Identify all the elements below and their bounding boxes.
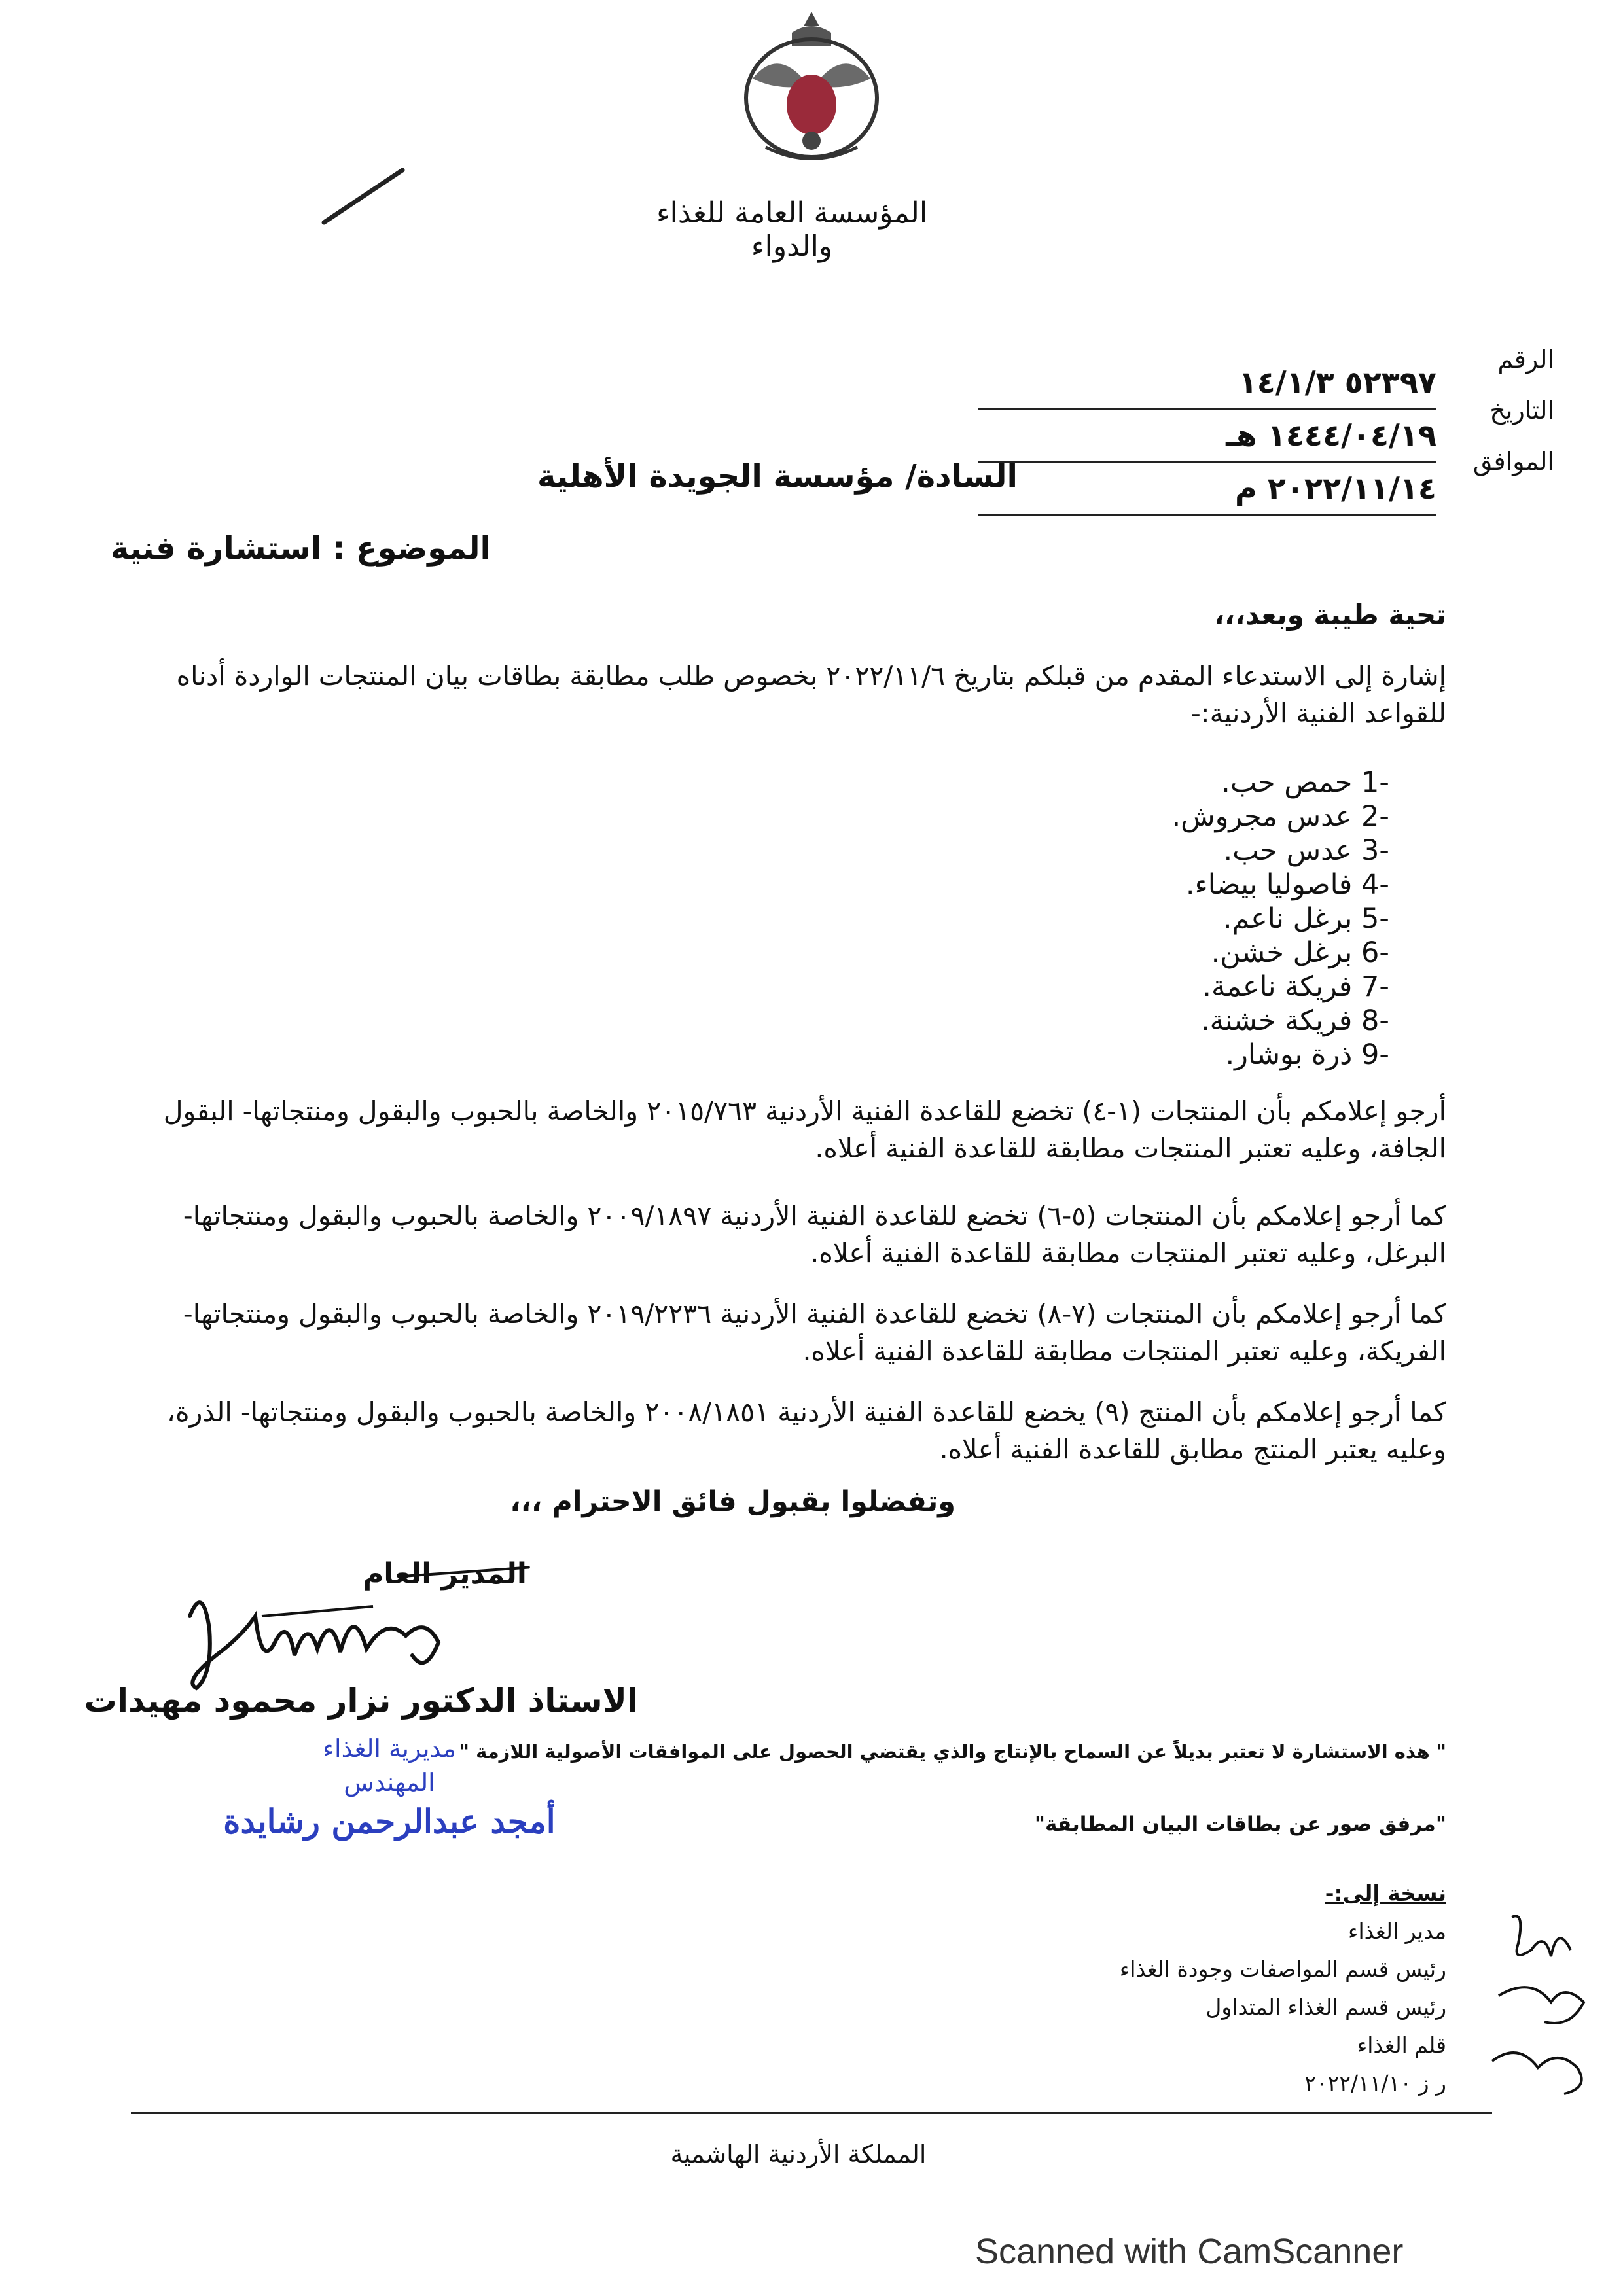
- paragraph-products-5-6: كما أرجو إعلامكم بأن المنتجات (٥-٦) تخضع للقاعدة الفنية الأردنية ٢٠٠٩/١٨٩٧ والخاصة بالحبوب والبقول ومنتجاتها- البرغل، وعليه تعتبر المنتجات مطابقة للقاعدة الفنية أعلاه.: [183, 1200, 1446, 1269]
- product-list: [1008, 766, 1400, 1072]
- scanner-watermark: Scanned with CamScanner: [975, 2232, 1404, 2271]
- signatory-name: الاستاذ الدكتور نزار محمود مهيدات: [84, 1682, 638, 1720]
- engineer-stamp: [167, 1734, 612, 1841]
- list-item: 4- فاصوليا بيضاء.: [1185, 868, 1389, 901]
- jordan-coat-of-arms-icon: [740, 7, 883, 170]
- pen-stroke-mark: [317, 164, 409, 229]
- list-item: 1- حمص حب.: [1221, 766, 1389, 799]
- paragraph-product-9: كما أرجو إعلامكم بأن المنتج (٩) يخضع للقاعدة الفنية الأردنية ٢٠٠٨/١٨٥١ والخاصة بالحبوب والبقول ومنتجاتها- الذرة، وعليه يعتبر المنتج مطابق للقاعدة الفنية أعلاه.: [166, 1396, 1446, 1465]
- subject-line: الموضوع : استشارة فنية: [110, 530, 491, 567]
- stamp-department: مديرية الغذاء: [323, 1734, 456, 1763]
- addressee: السادة/ مؤسسة الجويدة الأهلية: [537, 458, 1018, 495]
- copies-list: [1120, 1875, 1446, 2102]
- closing-line: وتفضلوا بقبول فائق الاحترام ،،،: [510, 1485, 955, 1518]
- list-item: 3- عدس حب.: [1223, 834, 1389, 867]
- list-item: ر ز ٢٠٢٢/١١/١٠: [1304, 2070, 1446, 2096]
- stamp-name: أمجد عبدالرحمن رشايدة: [223, 1802, 556, 1841]
- paragraph-products-1-4: أرجو إعلامكم بأن المنتجات (١-٤) تخضع للقاعدة الفنية الأردنية ٢٠١٥/٧٦٣ والخاصة بالحبوب والبقول ومنتجاتها- البقول الجافة، وعليه تعتبر المنتجات مطابقة للقاعدة الفنية أعلاه.: [163, 1095, 1446, 1164]
- hijri-date: ١٤٤٤/٠٤/١٩ هـ: [978, 410, 1436, 463]
- date-label: التاريخ: [1489, 396, 1554, 425]
- attachment-note: "مرفق صور عن بطاقات البيان المطابقة": [1034, 1812, 1446, 1836]
- stamp-role: المهندس: [344, 1768, 435, 1797]
- list-item: مدير الغذاء: [1347, 1918, 1446, 1944]
- list-item: 6- برغل خشن.: [1211, 936, 1389, 969]
- footer-kingdom: المملكة الأردنية الهاشمية: [670, 2140, 927, 2168]
- gregorian-date: ٢٠٢٢/١١/١٤ م: [978, 463, 1436, 516]
- paragraph-products-7-8: كما أرجو إعلامكم بأن المنتجات (٧-٨) تخضع للقاعدة الفنية الأردنية ٢٠١٩/٢٢٣٦ والخاصة بالحبوب والبقول ومنتجاتها- الفريكة، وعليه تعتبر المنتجات مطابقة للقاعدة الفنية أعلاه.: [183, 1298, 1446, 1367]
- list-item: 5- برغل ناعم.: [1222, 902, 1389, 935]
- number-label: الرقم: [1497, 345, 1554, 374]
- list-item: 8- فريكة خشنة.: [1200, 1004, 1389, 1037]
- reference-labels: [1423, 334, 1554, 487]
- list-item: قلم الغذاء: [1357, 2032, 1446, 2058]
- copies-heading: نسخة إلى:-: [1325, 1881, 1446, 1906]
- corresponding-label: الموافق: [1472, 447, 1554, 476]
- list-item: رئيس قسم المواصفات وجودة الغذاء: [1119, 1956, 1446, 1982]
- intro-paragraph: إشارة إلى الاستدعاء المقدم من قبلكم بتاريخ ٢٠٢٢/١١/٦ بخصوص طلب مطابقة بطاقات بيان المنتجات الواردة أدناه للقواعد الفنية الأردنية:-: [176, 660, 1446, 729]
- handwritten-initials: [1472, 1904, 1623, 2120]
- list-item: 9- ذرة بوشار.: [1225, 1038, 1389, 1071]
- disclaimer-note: " هذه الاستشارة لا تعتبر بديلاً عن السماح بالإنتاج والذي يقتضي الحصول على الموافقات الأصولية اللازمة ": [459, 1740, 1446, 1763]
- reference-number: ٥٢٣٩٧ ١٤/١/٣: [978, 357, 1436, 410]
- list-item: 7- فريكة ناعمة.: [1202, 970, 1389, 1003]
- reference-values: [978, 357, 1436, 516]
- organization-name: المؤسسة العامة للغذاء والدواء: [656, 196, 928, 263]
- signatory-title: المدير العام: [363, 1557, 527, 1591]
- list-item: 2- عدس مجروش.: [1171, 800, 1389, 833]
- greeting: تحية طيبة وبعد،،،: [1214, 599, 1446, 631]
- list-item: رئيس قسم الغذاء المتداول: [1205, 1994, 1446, 2020]
- footer-divider: [131, 2112, 1492, 2114]
